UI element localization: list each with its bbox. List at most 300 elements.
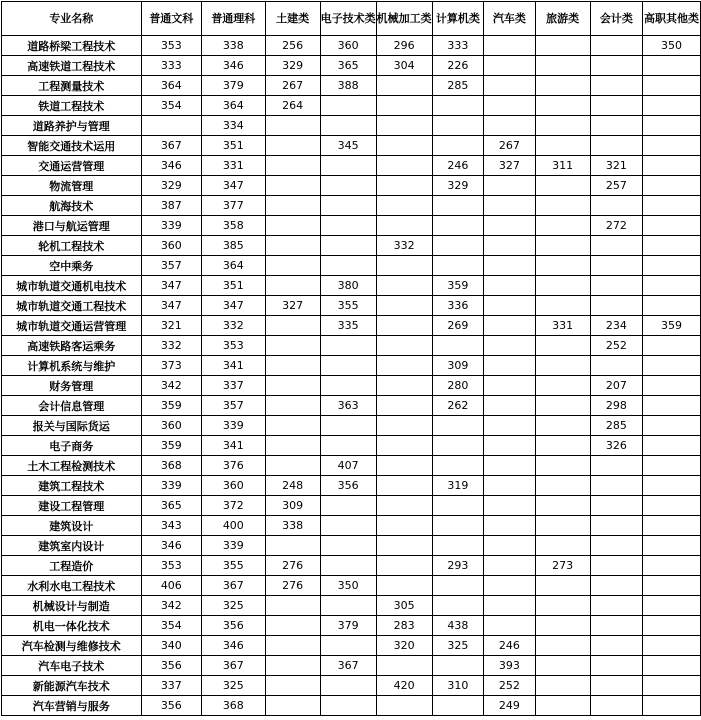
major-name-cell: 机械设计与制造 — [2, 596, 142, 616]
score-cell — [265, 316, 320, 336]
score-cell — [376, 276, 432, 296]
score-cell: 360 — [202, 476, 265, 496]
score-cell — [535, 356, 590, 376]
score-cell — [643, 236, 701, 256]
score-cell — [432, 496, 483, 516]
score-cell: 321 — [590, 156, 642, 176]
score-cell — [265, 236, 320, 256]
score-cell — [484, 596, 535, 616]
score-cell: 367 — [141, 136, 202, 156]
score-cell: 379 — [320, 616, 376, 636]
table-row — [2, 376, 701, 396]
score-cell: 207 — [590, 376, 642, 396]
score-cell — [590, 116, 642, 136]
score-cell: 345 — [320, 136, 376, 156]
score-cell — [643, 256, 701, 276]
score-cell: 332 — [376, 236, 432, 256]
score-cell: 377 — [202, 196, 265, 216]
score-cell — [484, 96, 535, 116]
score-cell — [643, 536, 701, 556]
score-cell — [432, 516, 483, 536]
score-cell — [643, 56, 701, 76]
score-cell: 355 — [320, 296, 376, 316]
score-cell — [265, 676, 320, 696]
score-cell: 358 — [202, 216, 265, 236]
score-cell: 388 — [320, 76, 376, 96]
score-cell — [535, 276, 590, 296]
score-cell — [643, 336, 701, 356]
table-row — [2, 76, 701, 96]
score-cell — [265, 436, 320, 456]
score-cell — [320, 676, 376, 696]
score-cell: 320 — [376, 636, 432, 656]
score-cell — [432, 456, 483, 476]
score-cell: 360 — [320, 36, 376, 56]
score-cell — [484, 616, 535, 636]
score-cell: 326 — [590, 436, 642, 456]
score-cell: 332 — [141, 336, 202, 356]
score-cell: 319 — [432, 476, 483, 496]
score-cell — [643, 176, 701, 196]
major-name-cell: 报关与国际货运 — [2, 416, 142, 436]
score-cell — [535, 96, 590, 116]
score-cell — [265, 336, 320, 356]
score-cell: 333 — [141, 56, 202, 76]
major-name-cell: 土木工程检测技术 — [2, 456, 142, 476]
score-cell: 393 — [484, 656, 535, 676]
score-cell: 376 — [202, 456, 265, 476]
score-cell: 272 — [590, 216, 642, 236]
score-cell: 325 — [202, 676, 265, 696]
score-cell — [320, 436, 376, 456]
score-cell: 252 — [590, 336, 642, 356]
col-header: 会计类 — [590, 2, 642, 36]
score-cell — [484, 76, 535, 96]
score-cell — [265, 396, 320, 416]
score-cell — [432, 436, 483, 456]
score-table — [1, 1, 701, 716]
table-row — [2, 316, 701, 336]
score-cell — [376, 196, 432, 216]
score-cell: 438 — [432, 616, 483, 636]
score-cell — [265, 216, 320, 236]
score-cell — [376, 316, 432, 336]
score-cell: 365 — [141, 496, 202, 516]
major-name-cell: 建筑室内设计 — [2, 536, 142, 556]
col-header: 汽车类 — [484, 2, 535, 36]
score-cell — [376, 96, 432, 116]
score-cell — [432, 196, 483, 216]
score-cell: 364 — [202, 96, 265, 116]
score-cell — [432, 336, 483, 356]
score-cell — [484, 456, 535, 476]
col-header: 高职其他类 — [643, 2, 701, 36]
score-cell — [265, 696, 320, 716]
score-cell — [535, 336, 590, 356]
score-cell — [265, 116, 320, 136]
score-cell — [643, 676, 701, 696]
score-cell: 372 — [202, 496, 265, 516]
score-cell — [590, 516, 642, 536]
score-cell: 343 — [141, 516, 202, 536]
score-cell: 338 — [265, 516, 320, 536]
score-cell: 310 — [432, 676, 483, 696]
score-cell — [590, 696, 642, 716]
score-cell — [376, 476, 432, 496]
score-cell: 273 — [535, 556, 590, 576]
score-cell — [590, 476, 642, 496]
score-cell — [432, 596, 483, 616]
score-cell — [590, 576, 642, 596]
major-name-cell: 城市轨道交通机电技术 — [2, 276, 142, 296]
score-cell — [535, 596, 590, 616]
score-cell — [484, 336, 535, 356]
table-row — [2, 676, 701, 696]
score-cell: 341 — [202, 436, 265, 456]
score-cell — [376, 496, 432, 516]
table-row — [2, 436, 701, 456]
score-cell: 283 — [376, 616, 432, 636]
score-cell — [643, 516, 701, 536]
score-cell: 368 — [202, 696, 265, 716]
major-name-cell: 汽车营销与服务 — [2, 696, 142, 716]
score-cell — [590, 76, 642, 96]
score-cell: 334 — [202, 116, 265, 136]
score-cell — [484, 236, 535, 256]
score-cell — [643, 476, 701, 496]
score-cell — [590, 196, 642, 216]
score-cell: 269 — [432, 316, 483, 336]
score-cell: 385 — [202, 236, 265, 256]
score-cell: 332 — [202, 316, 265, 336]
score-cell: 325 — [202, 596, 265, 616]
score-cell — [643, 96, 701, 116]
score-cell — [432, 256, 483, 276]
score-cell: 339 — [202, 536, 265, 556]
table-row — [2, 196, 701, 216]
score-cell: 337 — [202, 376, 265, 396]
score-cell — [590, 356, 642, 376]
score-cell — [535, 236, 590, 256]
score-cell — [535, 396, 590, 416]
score-cell: 407 — [320, 456, 376, 476]
table-row — [2, 156, 701, 176]
score-cell — [535, 296, 590, 316]
score-cell — [590, 496, 642, 516]
score-cell — [265, 156, 320, 176]
score-cell — [265, 596, 320, 616]
score-cell — [265, 656, 320, 676]
score-cell: 336 — [432, 296, 483, 316]
score-cell — [535, 436, 590, 456]
major-name-cell: 财务管理 — [2, 376, 142, 396]
score-cell — [643, 396, 701, 416]
major-name-cell: 城市轨道交通工程技术 — [2, 296, 142, 316]
score-cell — [484, 196, 535, 216]
score-cell — [432, 656, 483, 676]
score-cell: 335 — [320, 316, 376, 336]
score-cell — [590, 296, 642, 316]
score-cell — [590, 136, 642, 156]
major-name-cell: 轮机工程技术 — [2, 236, 142, 256]
score-cell: 346 — [141, 156, 202, 176]
score-cell: 346 — [202, 56, 265, 76]
score-cell — [320, 376, 376, 396]
score-cell — [484, 256, 535, 276]
score-cell — [535, 136, 590, 156]
score-cell — [432, 236, 483, 256]
score-cell — [432, 416, 483, 436]
table-row — [2, 416, 701, 436]
score-cell — [376, 456, 432, 476]
score-cell — [535, 696, 590, 716]
score-cell — [265, 136, 320, 156]
table-row — [2, 356, 701, 376]
score-cell — [376, 396, 432, 416]
score-cell: 354 — [141, 96, 202, 116]
score-cell — [484, 356, 535, 376]
score-cell — [376, 656, 432, 676]
score-cell — [376, 576, 432, 596]
score-cell: 360 — [141, 236, 202, 256]
table-row — [2, 336, 701, 356]
score-cell — [376, 696, 432, 716]
major-name-cell: 港口与航运管理 — [2, 216, 142, 236]
major-name-cell: 空中乘务 — [2, 256, 142, 276]
score-cell — [265, 536, 320, 556]
score-cell — [265, 176, 320, 196]
table-row — [2, 496, 701, 516]
score-cell: 363 — [320, 396, 376, 416]
score-cell — [376, 536, 432, 556]
score-cell — [484, 536, 535, 556]
score-cell — [376, 156, 432, 176]
table-row — [2, 636, 701, 656]
score-cell — [432, 536, 483, 556]
score-cell — [535, 36, 590, 56]
score-cell: 226 — [432, 56, 483, 76]
score-cell — [320, 256, 376, 276]
score-cell — [376, 256, 432, 276]
score-cell: 339 — [141, 216, 202, 236]
score-cell — [590, 636, 642, 656]
score-cell: 305 — [376, 596, 432, 616]
score-cell — [643, 556, 701, 576]
table-row — [2, 136, 701, 156]
score-cell — [535, 616, 590, 636]
score-cell — [265, 636, 320, 656]
table-row — [2, 176, 701, 196]
table-row — [2, 576, 701, 596]
score-cell — [265, 616, 320, 636]
score-cell — [484, 36, 535, 56]
score-cell: 356 — [141, 696, 202, 716]
score-cell — [643, 616, 701, 636]
score-cell — [643, 296, 701, 316]
score-cell: 309 — [265, 496, 320, 516]
score-cell — [590, 456, 642, 476]
score-cell — [320, 556, 376, 576]
score-cell — [376, 116, 432, 136]
major-name-cell: 智能交通技术运用 — [2, 136, 142, 156]
major-name-cell: 航海技术 — [2, 196, 142, 216]
score-cell — [484, 576, 535, 596]
score-cell: 400 — [202, 516, 265, 536]
score-cell — [376, 336, 432, 356]
major-name-cell: 汽车检测与维修技术 — [2, 636, 142, 656]
score-cell — [265, 356, 320, 376]
score-cell — [643, 436, 701, 456]
col-header: 机械加工类 — [376, 2, 432, 36]
score-cell: 350 — [320, 576, 376, 596]
score-cell — [265, 256, 320, 276]
score-cell — [484, 376, 535, 396]
score-cell: 329 — [141, 176, 202, 196]
score-cell: 360 — [141, 416, 202, 436]
col-header: 普通文科 — [141, 2, 202, 36]
score-cell: 365 — [320, 56, 376, 76]
score-cell — [643, 696, 701, 716]
score-cell: 337 — [141, 676, 202, 696]
score-cell — [643, 576, 701, 596]
score-cell — [590, 556, 642, 576]
score-cell — [484, 476, 535, 496]
score-cell: 325 — [432, 636, 483, 656]
score-cell: 353 — [141, 556, 202, 576]
major-name-cell: 工程测量技术 — [2, 76, 142, 96]
score-cell — [535, 196, 590, 216]
score-cell — [535, 516, 590, 536]
table-row — [2, 56, 701, 76]
score-cell — [376, 356, 432, 376]
score-cell: 359 — [643, 316, 701, 336]
score-cell — [643, 456, 701, 476]
score-cell: 347 — [141, 296, 202, 316]
major-name-cell: 建筑工程技术 — [2, 476, 142, 496]
major-name-cell: 电子商务 — [2, 436, 142, 456]
score-cell — [535, 576, 590, 596]
score-cell: 368 — [141, 456, 202, 476]
score-cell — [643, 636, 701, 656]
major-name-cell: 会计信息管理 — [2, 396, 142, 416]
score-cell — [535, 676, 590, 696]
col-header: 计算机类 — [432, 2, 483, 36]
score-cell — [590, 236, 642, 256]
score-cell: 406 — [141, 576, 202, 596]
col-header: 专业名称 — [2, 2, 142, 36]
score-cell — [432, 216, 483, 236]
table-row — [2, 656, 701, 676]
score-cell — [320, 696, 376, 716]
score-cell — [643, 216, 701, 236]
score-cell: 293 — [432, 556, 483, 576]
score-cell — [535, 116, 590, 136]
major-name-cell: 水利水电工程技术 — [2, 576, 142, 596]
table-row — [2, 516, 701, 536]
score-cell: 359 — [141, 396, 202, 416]
score-cell — [376, 556, 432, 576]
score-cell — [432, 116, 483, 136]
score-cell — [484, 416, 535, 436]
score-cell: 311 — [535, 156, 590, 176]
score-cell: 321 — [141, 316, 202, 336]
score-cell — [265, 456, 320, 476]
score-cell — [376, 176, 432, 196]
major-name-cell: 交通运营管理 — [2, 156, 142, 176]
score-cell — [643, 496, 701, 516]
table-row — [2, 296, 701, 316]
score-cell: 356 — [320, 476, 376, 496]
score-cell: 380 — [320, 276, 376, 296]
table-row — [2, 536, 701, 556]
header-row — [2, 2, 701, 36]
score-cell — [265, 416, 320, 436]
score-cell — [643, 656, 701, 676]
score-cell: 285 — [432, 76, 483, 96]
col-header: 普通理科 — [202, 2, 265, 36]
score-cell — [484, 296, 535, 316]
col-header: 土建类 — [265, 2, 320, 36]
table-row — [2, 116, 701, 136]
score-cell — [535, 656, 590, 676]
score-cell — [484, 276, 535, 296]
score-cell: 340 — [141, 636, 202, 656]
score-cell — [141, 116, 202, 136]
score-cell — [535, 56, 590, 76]
score-cell: 359 — [432, 276, 483, 296]
major-name-cell: 道路桥梁工程技术 — [2, 36, 142, 56]
score-cell: 304 — [376, 56, 432, 76]
score-cell — [643, 76, 701, 96]
score-cell — [320, 156, 376, 176]
score-cell — [432, 136, 483, 156]
table-row — [2, 476, 701, 496]
score-cell — [320, 336, 376, 356]
score-cell — [484, 176, 535, 196]
score-cell: 350 — [643, 36, 701, 56]
score-cell — [320, 196, 376, 216]
major-name-cell: 道路养护与管理 — [2, 116, 142, 136]
score-cell — [590, 676, 642, 696]
score-cell — [320, 416, 376, 436]
major-name-cell: 高速铁路客运乘务 — [2, 336, 142, 356]
score-cell — [376, 376, 432, 396]
score-cell — [535, 496, 590, 516]
score-cell: 333 — [432, 36, 483, 56]
score-cell — [535, 636, 590, 656]
score-cell: 342 — [141, 376, 202, 396]
score-cell — [265, 196, 320, 216]
score-cell: 341 — [202, 356, 265, 376]
table-row — [2, 596, 701, 616]
score-cell — [643, 116, 701, 136]
score-cell — [320, 116, 376, 136]
score-cell — [484, 216, 535, 236]
score-cell — [535, 456, 590, 476]
score-cell — [643, 156, 701, 176]
score-cell — [590, 256, 642, 276]
score-cell — [320, 536, 376, 556]
score-cell — [590, 56, 642, 76]
major-name-cell: 新能源汽车技术 — [2, 676, 142, 696]
score-cell: 347 — [141, 276, 202, 296]
major-name-cell: 建筑设计 — [2, 516, 142, 536]
score-cell — [320, 216, 376, 236]
score-cell — [376, 516, 432, 536]
score-cell: 264 — [265, 96, 320, 116]
score-cell — [643, 136, 701, 156]
score-cell: 276 — [265, 556, 320, 576]
